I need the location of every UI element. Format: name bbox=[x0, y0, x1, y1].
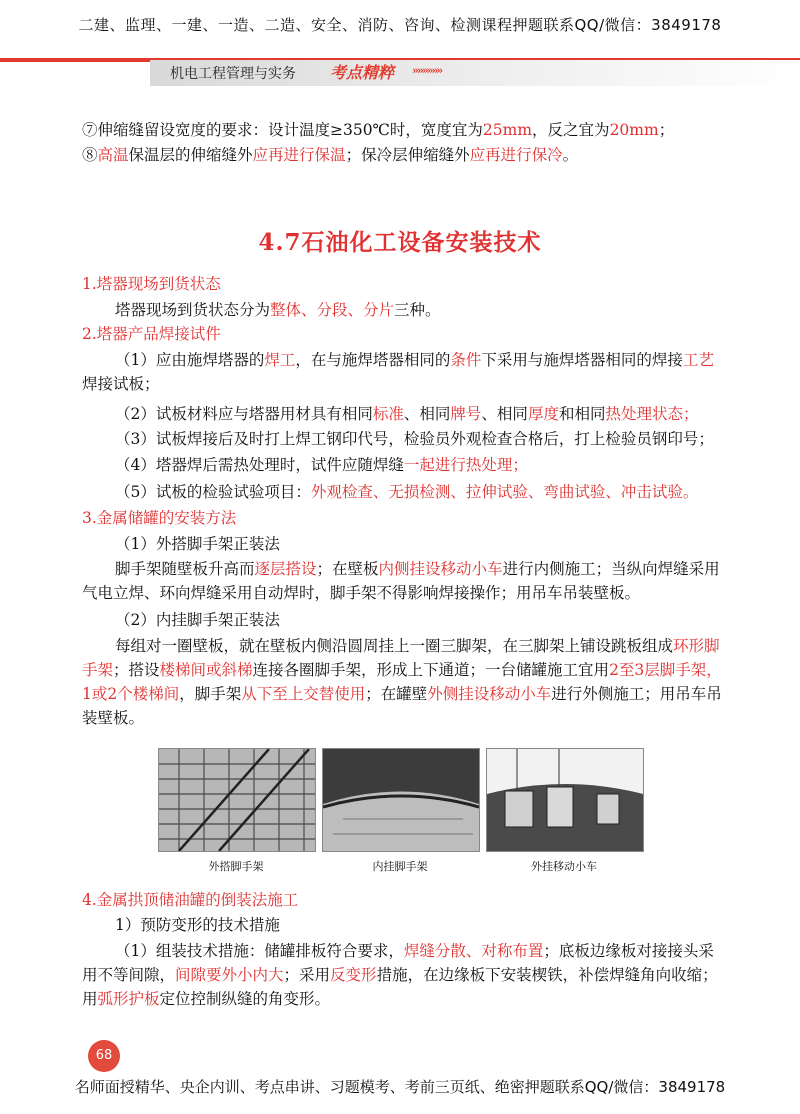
item-7: ⑦伸缩缝留设宽度的要求：设计温度≥350℃时，宽度宜为25mm，反之宜为20mm； bbox=[82, 121, 675, 139]
running-header bbox=[150, 58, 800, 84]
s3-method1-title: （1）外搭脚手架正装法 bbox=[115, 535, 280, 553]
section-title: 4.7石油化工设备安装技术 bbox=[258, 229, 542, 256]
chevrons-icon: »»»»»» bbox=[412, 64, 442, 77]
s2-item3: （3）试板焊接后及时打上焊工钢印代号，检验员外观检查合格后，打上检验员钢印号； bbox=[115, 430, 714, 448]
s1-text: 塔器现场到货状态分为整体、分段、分片三种。 bbox=[115, 301, 441, 319]
photo-external-cart bbox=[486, 748, 644, 852]
s2-item4: （4）塔器焊后需热处理时，试件应随焊缝一起进行热处理； bbox=[115, 456, 528, 474]
s2-item1: （1）应由施焊塔器的焊工，在与施焊塔器相同的条件下采用与施焊塔器相同的焊接工艺焊接试板； bbox=[82, 351, 714, 393]
s4-subheading: 1）预防变形的技术措施 bbox=[115, 916, 280, 934]
s4-text: （1）组装技术措施：储罐排板符合要求，焊缝分散、对称布置；底板边缘板对接接头采用不等间隙，间隙要外小内大；采用反变形措施，在边缘板下安装楔铁，补偿焊缝角向收缩；用弧形护板定位控制纵缝的角变形。 bbox=[82, 942, 718, 1008]
s1-heading: 1.塔器现场到货状态 bbox=[82, 275, 221, 293]
bottom-banner: 名师面授精华、央企内训、考点串讲、习题模考、考前三页纸、绝密押题联系QQ/微信：3849178 bbox=[74, 1078, 726, 1096]
page-number: 68 bbox=[88, 1040, 120, 1072]
top-banner: 二建、监理、一建、一造、二造、安全、消防、咨询、检测课程押题联系QQ/微信：3849178 bbox=[78, 16, 722, 34]
s3-method1-text: 脚手架随壁板升高而逐层搭设；在壁板内侧挂设移动小车进行内侧施工；当纵向焊缝采用气电立焊、环向焊缝采用自动焊时，脚手架不得影响焊接操作；用吊车吊装壁板。 bbox=[82, 560, 720, 602]
photo-internal-scaffold bbox=[322, 748, 480, 852]
book-title: 机电工程管理与实务 bbox=[170, 66, 296, 82]
photo-external-scaffold bbox=[158, 748, 316, 852]
header-tag: 考点精粹 bbox=[330, 63, 395, 82]
s2-heading: 2.塔器产品焊接试件 bbox=[82, 325, 221, 343]
item-8: ⑧高温保温层的伸缩缝外应再进行保温；保冷层伸缩缝外应再进行保冷。 bbox=[82, 146, 579, 164]
caption-external-scaffold: 外搭脚手架 bbox=[208, 860, 264, 873]
s2-item2: （2）试板材料应与塔器用材具有相同标准、相同牌号、相同厚度和相同热处理状态； bbox=[115, 405, 699, 423]
s2-item5: （5）试板的检验试验项目：外观检查、无损检测、拉伸试验、弯曲试验、冲击试验。 bbox=[115, 483, 699, 501]
caption-external-cart: 外挂移动小车 bbox=[531, 860, 597, 873]
s3-method2-title: （2）内挂脚手架正装法 bbox=[115, 611, 280, 629]
s3-heading: 3.金属储罐的安装方法 bbox=[82, 509, 237, 527]
s3-method2-text: 每组对一圈壁板，就在壁板内侧沿圆周挂上一圈三脚架，在三脚架上铺设跳板组成环形脚手架；搭设楼梯间或斜梯连接各圈脚手架，形成上下通道；一台储罐施工宜用2至3层脚手架，1或2个楼梯间，脚手架从下至上交替使用；在罐壁外侧挂设移动小车进行外侧施工；用吊车吊装壁板。 bbox=[82, 637, 722, 727]
caption-internal-scaffold: 内挂脚手架 bbox=[372, 860, 428, 873]
s4-heading: 4.金属拱顶储油罐的倒装法施工 bbox=[82, 891, 299, 909]
header-red-line bbox=[0, 58, 150, 62]
